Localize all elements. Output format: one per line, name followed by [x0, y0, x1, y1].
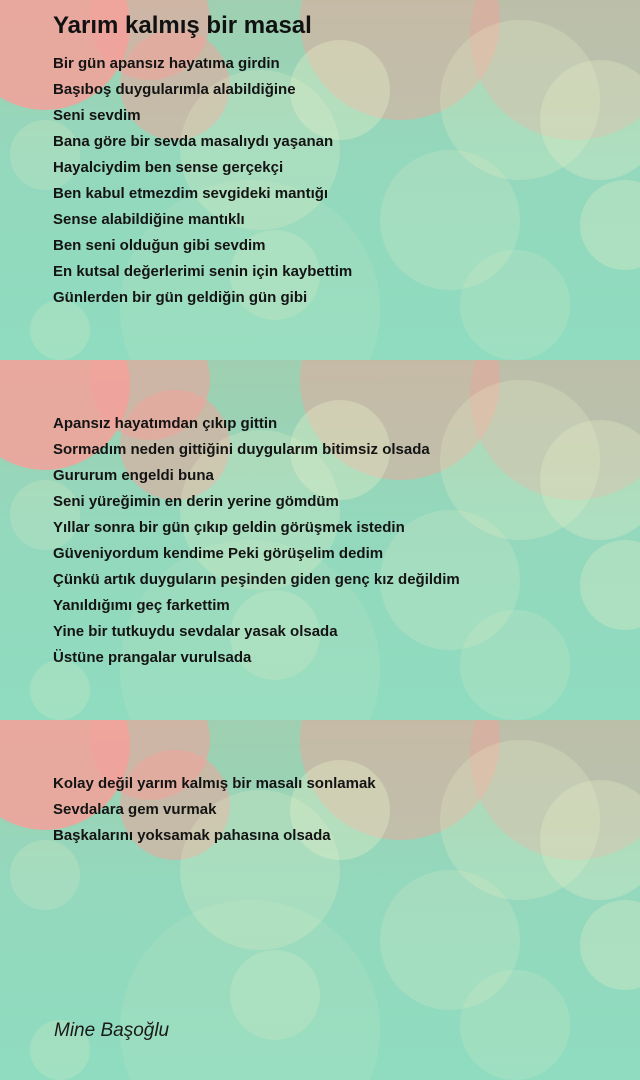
stanza-3 — [53, 771, 376, 849]
poem-line: Bir gün apansız hayatıma girdin — [53, 55, 280, 72]
poem-line: Hayalciydim ben sense gerçekçi — [53, 159, 284, 176]
stanza-2 — [53, 411, 460, 671]
poem-line: Sevdalara gem vurmak — [53, 801, 217, 818]
poem-line: Sormadım neden gittiğini duygularım bitimsiz olsada — [53, 441, 430, 458]
poem-line: Kolay değil yarım kalmış bir masalı sonlamak — [53, 775, 376, 792]
bokeh-circle — [460, 970, 570, 1080]
poem-line: Ben kabul etmezdim sevgideki mantığı — [53, 185, 329, 202]
poem-line: Günlerden bir gün geldiğin gün gibi — [53, 289, 308, 306]
poem-line: Yine bir tutkuydu sevdalar yasak olsada — [53, 623, 338, 640]
poem-line: Yıllar sonra bir gün çıkıp geldin görüşmek istedin — [53, 519, 405, 536]
bokeh-circle — [580, 180, 640, 270]
bokeh-circle — [460, 250, 570, 360]
bokeh-circle — [10, 840, 80, 910]
poem-line: Seni yüreğimin en derin yerine gömdüm — [53, 493, 339, 510]
poem-line: En kutsal değerlerimi senin için kaybettim — [53, 263, 353, 280]
bokeh-circle — [580, 540, 640, 630]
poem-line: Üstüne prangalar vurulsada — [53, 649, 252, 666]
poem-line: Bana göre bir sevda masalıydı yaşanan — [53, 133, 334, 150]
poem-line: Başıboş duygularımla alabildiğine — [53, 81, 296, 98]
poem-line: Güveniyordum kendime Peki görüşelim dedim — [53, 545, 384, 562]
poem-author: Mine Başoğlu — [54, 1020, 170, 1041]
poem-line: Başkalarını yoksamak pahasına olsada — [53, 827, 331, 844]
poem-title: Yarım kalmış bir masal — [53, 12, 312, 39]
poem-line: Seni sevdim — [53, 107, 141, 124]
bokeh-circle — [120, 900, 380, 1080]
poem-line: Ben seni olduğun gibi sevdim — [53, 237, 266, 254]
poem-line: Sense alabildiğine mantıklı — [53, 211, 245, 228]
bokeh-circle — [580, 900, 640, 990]
stanza-1 — [53, 51, 352, 311]
poem-line: Apansız hayatımdan çıkıp gittin — [53, 415, 278, 432]
poem-line: Yanıldığımı geç farkettim — [53, 597, 230, 614]
poem-line: Gururum engeldi buna — [53, 467, 214, 484]
poem-line: Çünkü artık duyguların peşinden giden genç kız değildim — [53, 571, 460, 588]
bokeh-circle — [460, 610, 570, 720]
